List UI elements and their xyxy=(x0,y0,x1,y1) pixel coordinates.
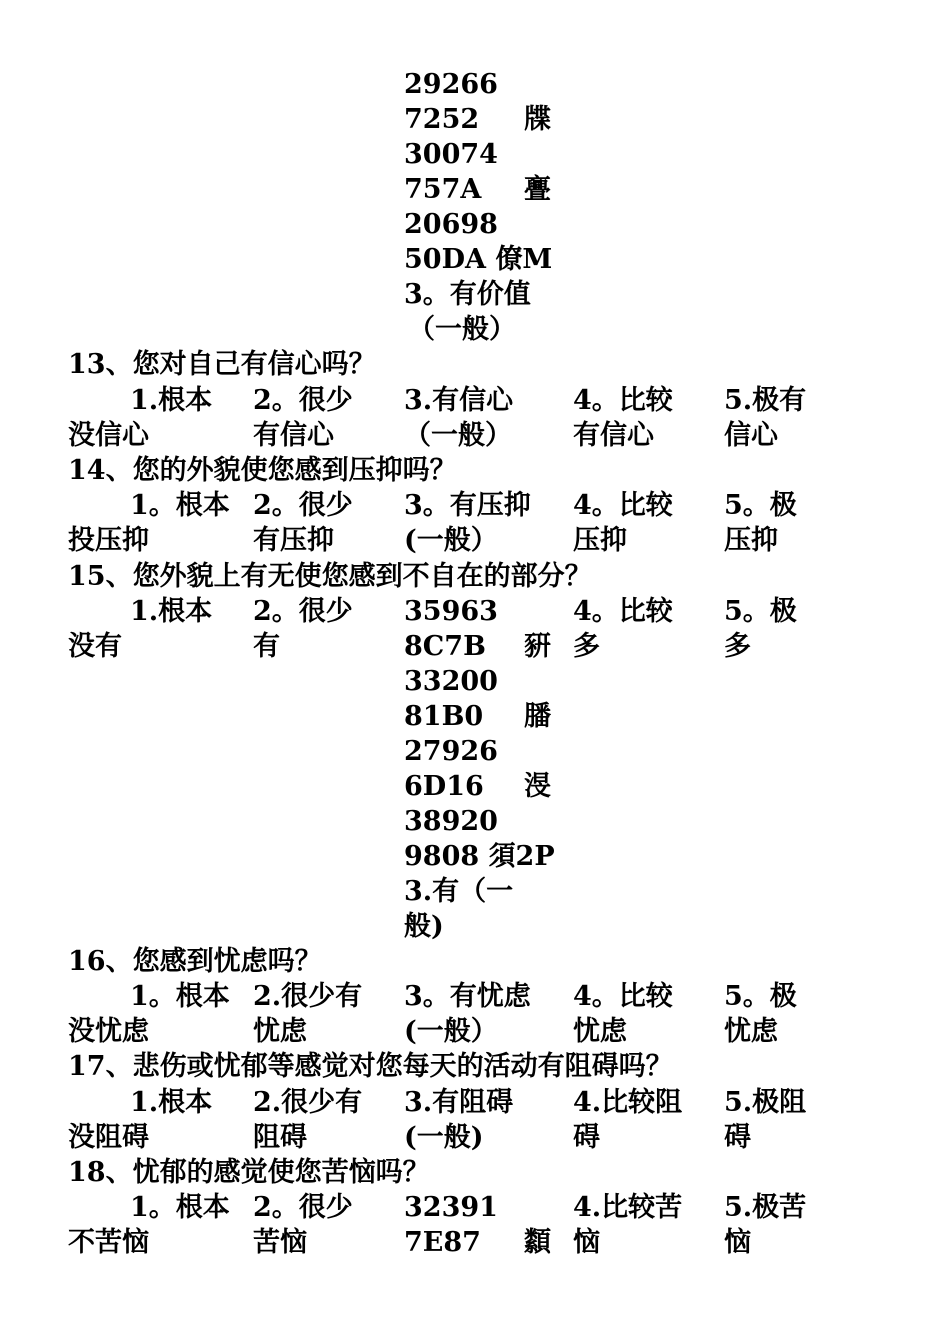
option-3-line2: 般) xyxy=(404,911,444,942)
option-5-line2: 压抑 xyxy=(724,525,778,556)
option-1-line2: 不苦恼 xyxy=(68,1227,149,1258)
option-5-line1: 5.极苦 xyxy=(724,1192,807,1223)
code-line: 20698 xyxy=(404,209,498,240)
code-char: 渂 xyxy=(524,771,551,802)
question-title: 17、悲伤或忧郁等感觉对您每天的活动有阻碍吗？ xyxy=(68,1051,673,1082)
code-line: 7252 xyxy=(404,104,480,135)
option-1-line1: 1。根本 xyxy=(130,981,230,1012)
question-title: 18、忧郁的感觉使您苦恼吗？ xyxy=(68,1157,430,1188)
option-5-line1: 5.极有 xyxy=(724,385,807,416)
option-3-line2: (一般) xyxy=(404,1122,484,1153)
option-2-line1: 2。很少 xyxy=(253,596,353,627)
code-line: 29266 xyxy=(404,69,498,100)
option-5-line1: 5。极 xyxy=(724,981,797,1012)
code-char: 膰 xyxy=(524,701,551,732)
question-title: 15、您外貌上有无使您感到不自在的部分？ xyxy=(68,561,592,592)
option-1-line2: 没忧虑 xyxy=(68,1016,149,1047)
option-4-line1: 4。比较 xyxy=(573,490,673,521)
option-4-line1: 4。比较 xyxy=(573,385,673,416)
option-3-line2: (一般） xyxy=(404,1016,498,1047)
question-title: 16、您感到忧虑吗？ xyxy=(68,946,322,977)
option-2-line1: 2。很少 xyxy=(253,1192,353,1223)
option-2-line2: 有 xyxy=(253,631,280,662)
option-text: 3。有价值 xyxy=(404,279,531,310)
option-2-line2: 有信心 xyxy=(253,420,334,451)
option-1-line2: 没信心 xyxy=(68,420,149,451)
option-2-line1: 2。很少 xyxy=(253,490,353,521)
option-5-line2: 忧虑 xyxy=(724,1016,778,1047)
code-line: 6D16 xyxy=(404,771,484,802)
option-2-line1: 2。很少 xyxy=(253,385,353,416)
option-2-line1: 2.很少有 xyxy=(253,981,363,1012)
option-3-line1: 3。有忧虑 xyxy=(404,981,531,1012)
code-line: 7E87 xyxy=(404,1227,481,1258)
option-2-line2: 阻碍 xyxy=(253,1122,307,1153)
option-3-line1: 3.有（一 xyxy=(404,876,514,907)
code-line: 30074 xyxy=(404,139,498,170)
code-char: 亹 xyxy=(524,174,551,205)
option-4-line2: 碍 xyxy=(573,1122,600,1153)
option-2-line2: 有压抑 xyxy=(253,525,334,556)
option-2-line2: 忧虑 xyxy=(253,1016,307,1047)
code-line: 35963 xyxy=(404,596,498,627)
option-5-line2: 碍 xyxy=(724,1122,751,1153)
code-line: 9808 須2P xyxy=(404,841,555,872)
code-line: 38920 xyxy=(404,806,498,837)
code-line: 33200 xyxy=(404,666,498,697)
option-5-line1: 5。极 xyxy=(724,490,797,521)
option-1-line1: 1。根本 xyxy=(130,490,230,521)
option-3-line1: 3。有压抑 xyxy=(404,490,531,521)
code-line: 81B0 xyxy=(404,701,484,732)
option-4-line2: 多 xyxy=(573,631,600,662)
option-1-line1: 1.根本 xyxy=(130,385,213,416)
code-char: 纇 xyxy=(524,1227,551,1258)
option-5-line2: 多 xyxy=(724,631,751,662)
option-5-line1: 5。极 xyxy=(724,596,797,627)
code-char: 牒 xyxy=(524,104,551,135)
option-4-line1: 4。比较 xyxy=(573,596,673,627)
option-4-line1: 4.比较苦 xyxy=(573,1192,683,1223)
option-4-line2: 压抑 xyxy=(573,525,627,556)
option-3-line2: （一般） xyxy=(404,420,512,451)
question-title: 14、您的外貌使您感到压抑吗？ xyxy=(68,455,457,486)
option-1-line2: 没阻碍 xyxy=(68,1122,149,1153)
option-text: （一般） xyxy=(408,314,516,345)
option-5-line2: 信心 xyxy=(724,420,778,451)
option-4-line2: 有信心 xyxy=(573,420,654,451)
option-4-line1: 4。比较 xyxy=(573,981,673,1012)
code-line: 27926 xyxy=(404,736,498,767)
option-1-line2: 投压抑 xyxy=(68,525,149,556)
option-4-line2: 忧虑 xyxy=(573,1016,627,1047)
code-line: 757A xyxy=(404,174,482,205)
code-line: 8C7B xyxy=(404,631,486,662)
option-5-line2: 恼 xyxy=(724,1227,751,1258)
code-line: 50DA 僚M xyxy=(404,244,553,275)
option-2-line2: 苦恼 xyxy=(253,1227,307,1258)
option-5-line1: 5.极阻 xyxy=(724,1087,807,1118)
option-3-line2: (一般） xyxy=(404,525,498,556)
option-3-line1: 3.有信心 xyxy=(404,385,514,416)
option-1-line2: 没有 xyxy=(68,631,122,662)
option-1-line1: 1.根本 xyxy=(130,596,213,627)
option-2-line1: 2.很少有 xyxy=(253,1087,363,1118)
code-char: 豣 xyxy=(524,631,551,662)
option-4-line2: 恼 xyxy=(573,1227,600,1258)
option-1-line1: 1.根本 xyxy=(130,1087,213,1118)
question-title: 13、您对自己有信心吗？ xyxy=(68,349,376,380)
option-3-line1: 3.有阻碍 xyxy=(404,1087,514,1118)
option-4-line1: 4.比较阻 xyxy=(573,1087,683,1118)
code-line: 32391 xyxy=(404,1192,498,1223)
option-1-line1: 1。根本 xyxy=(130,1192,230,1223)
